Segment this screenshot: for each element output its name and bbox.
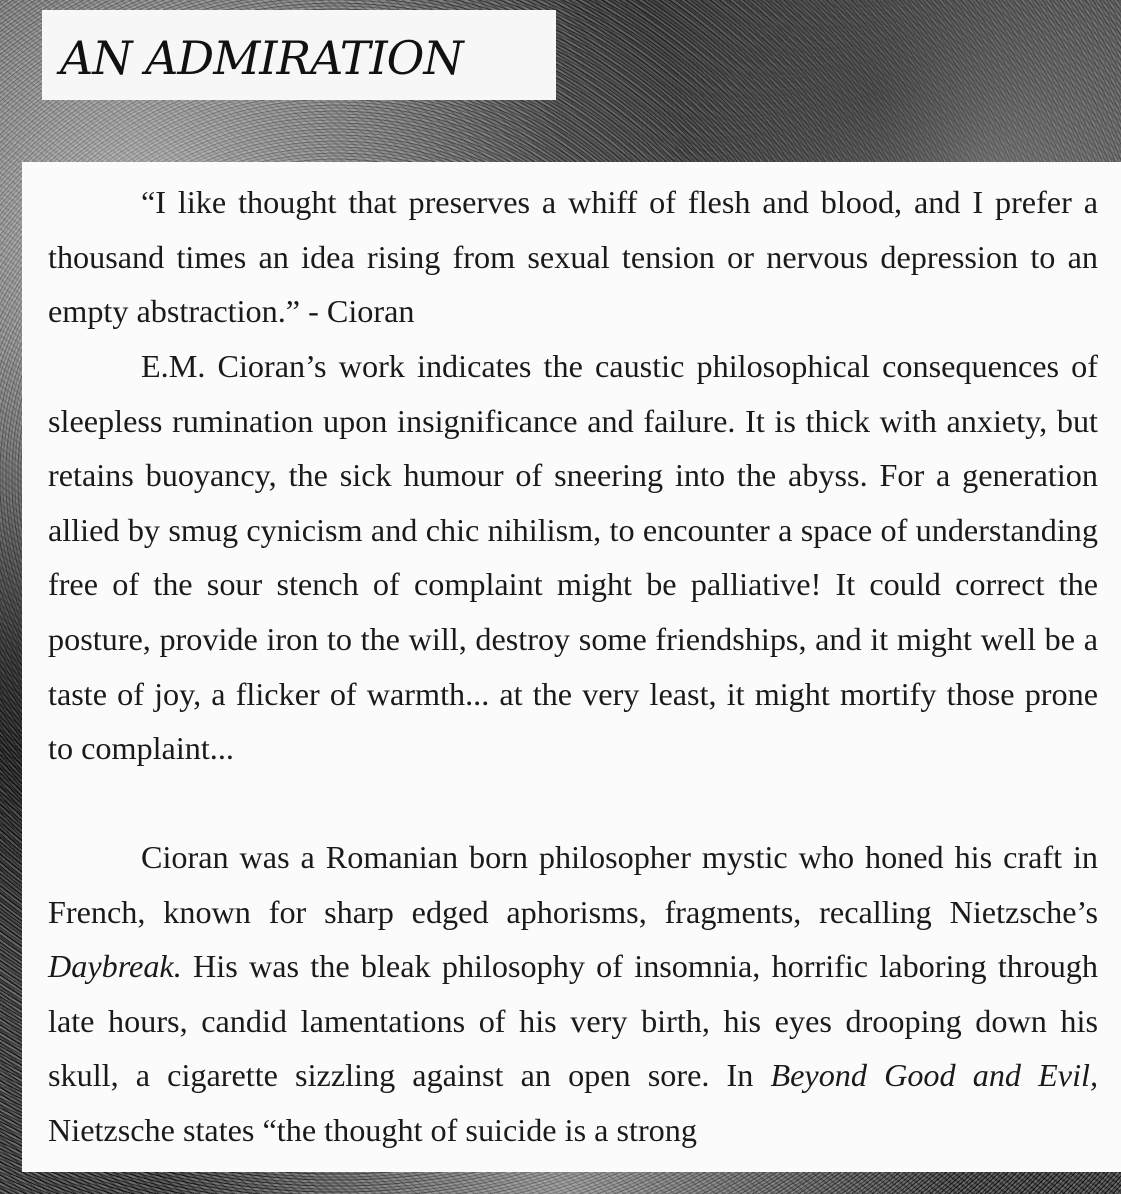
page-title: AN ADMIRATION [60, 31, 463, 85]
title-label-box [42, 10, 556, 100]
article-body [22, 162, 1121, 1172]
book-title-beyond-good-and-evil: Beyond Good and Evil, [770, 1057, 1099, 1094]
paragraph-biography [48, 830, 1098, 1158]
epigraph-quote: “I like thought that preserves a whiff of flesh and blood, and I prefer a thousand times an idea rising from sexual tension or nervous depression to an empty abstraction.” - Cioran [48, 184, 1098, 330]
paragraph-biography-text-3: Nietzsche states “the thought of suicide is a strong [48, 1111, 697, 1148]
book-title-daybreak: Daybreak. [48, 948, 182, 985]
paragraph-biography-text-1: Cioran was a Romanian born philosopher mystic who honed his craft in French, known for sharp edged aphorisms, fragments, recalling Nietzsche’s [48, 839, 1098, 930]
paragraph-biography-text-2: His was the bleak philosophy of insomnia, horrific laboring through late hours, candid lamentations of his very birth, his eyes drooping down his skull, a cigarette sizzling against an open sore. In [48, 948, 1098, 1094]
paragraph-intro: E.M. Cioran’s work indicates the caustic philosophical consequences of sleepless rumination upon insignificance and failure. It is thick with anxiety, but retains buoyancy, the sick humour of sneering into the abyss. For a generation allied by smug cynicism and chic nihilism, to encounter a space of understanding free of the sour stench of complaint might be palliative! It could correct the posture, provide iron to the will, destroy some friendships, and it might well be a taste of joy, a flicker of warmth... at the very least, it might mortify those prone to complaint... [48, 348, 1098, 767]
